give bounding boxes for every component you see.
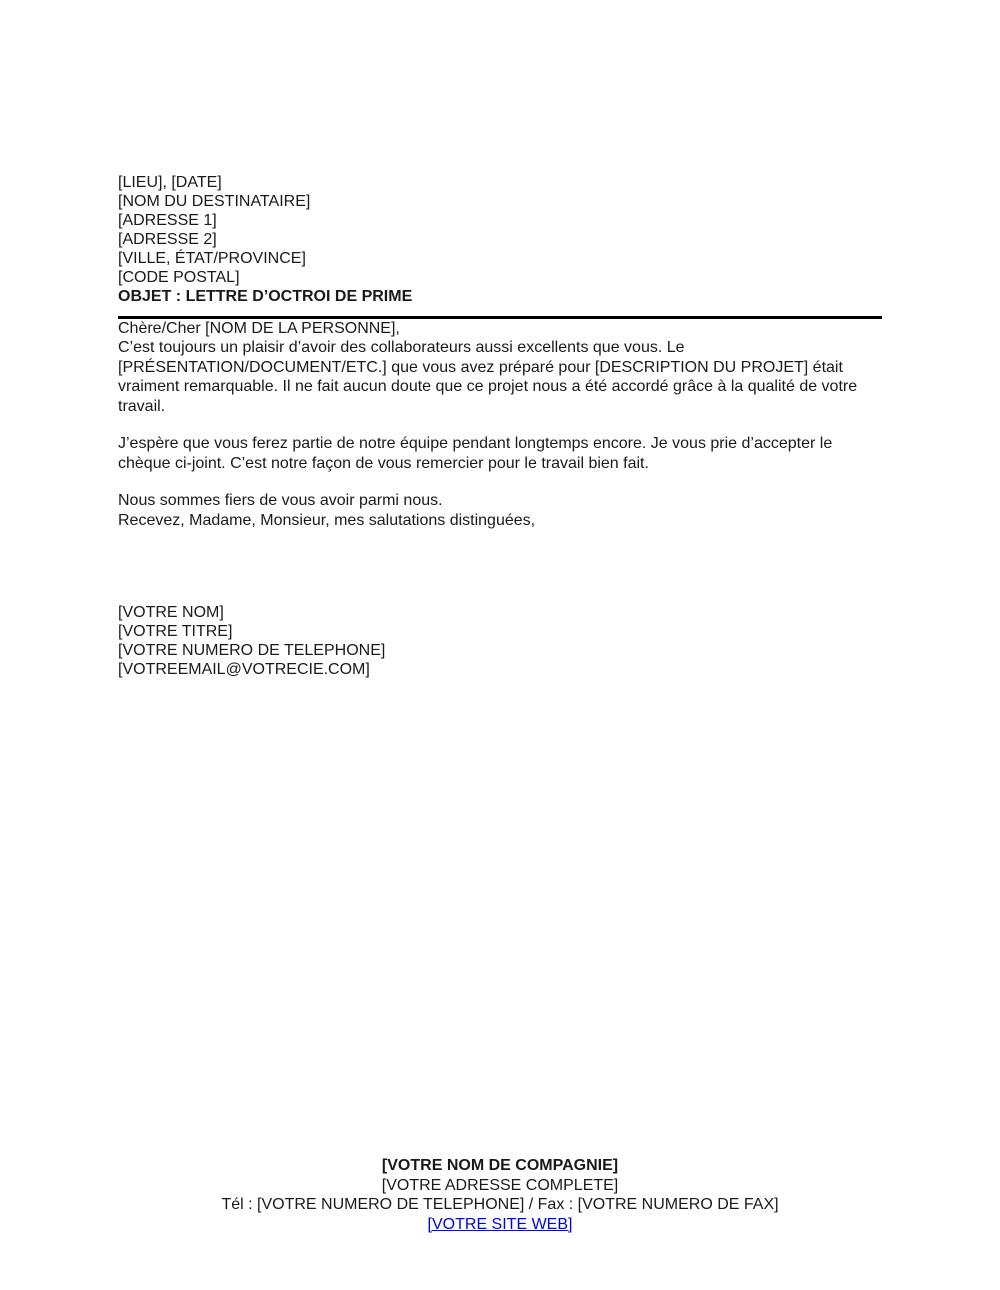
signature-title: [VOTRE TITRE] bbox=[118, 622, 233, 640]
body-paragraph-1: C’est toujours un plaisir d’avoir des collaborateurs aussi excellents que vous. Le [PRÉSENTATION/DOCUMENT/ETC.] que vous avez préparé pour [DESCRIPTION DU PROJET] était vraiment remarquable. Il ne fait aucun doute que ce projet nous a été accordé grâce à la qualité de votre travail. bbox=[118, 339, 858, 415]
signature-name: [VOTRE NOM] bbox=[118, 603, 224, 621]
recipient-address-2: [ADRESSE 2] bbox=[118, 231, 217, 248]
recipient-postal-code: [CODE POSTAL] bbox=[118, 269, 240, 286]
footer-company-address: [VOTRE ADRESSE COMPLETE] bbox=[381, 1176, 619, 1194]
signature-phone: [VOTRE NUMERO DE TELEPHONE] bbox=[118, 642, 386, 660]
recipient-name: [NOM DU DESTINATAIRE] bbox=[118, 193, 311, 210]
footer-tel-fax: Tél : [VOTRE NUMERO DE TELEPHONE] / Fax : [VOTRE NUMERO DE FAX] bbox=[221, 1196, 779, 1213]
recipient-address-1: [ADRESSE 1] bbox=[118, 212, 217, 229]
body-paragraph-3: Nous sommes fiers de vous avoir parmi nous. bbox=[118, 492, 443, 509]
body-paragraph-2: J’espère que vous ferez partie de notre équipe pendant longtemps encore. Je vous prie d’accepter le chèque ci-joint. C’est notre façon de vous remercier pour le travail bien fait. bbox=[118, 435, 833, 472]
signature-block bbox=[118, 603, 882, 680]
recipient-address-block bbox=[118, 192, 882, 287]
footer-company-name: [VOTRE NOM DE COMPAGNIE] bbox=[381, 1157, 619, 1174]
subject-line: OBJET : LETTRE D’OCTROI DE PRIME bbox=[118, 288, 413, 305]
closing-line: Recevez, Madame, Monsieur, mes salutations distinguées, bbox=[118, 511, 536, 529]
signature-email: [VOTREEMAIL@VOTRECIE.COM] bbox=[118, 661, 370, 679]
website-link[interactable]: [VOTRE SITE WEB] bbox=[427, 1215, 573, 1233]
company-footer bbox=[0, 1156, 1000, 1234]
recipient-city-state: [VILLE, ÉTAT/PROVINCE] bbox=[118, 250, 306, 267]
footer-website-line bbox=[0, 1215, 1000, 1235]
place-date-line: [LIEU], [DATE] bbox=[118, 174, 222, 191]
salutation-line: Chère/Cher [NOM DE LA PERSONNE], bbox=[118, 320, 400, 337]
